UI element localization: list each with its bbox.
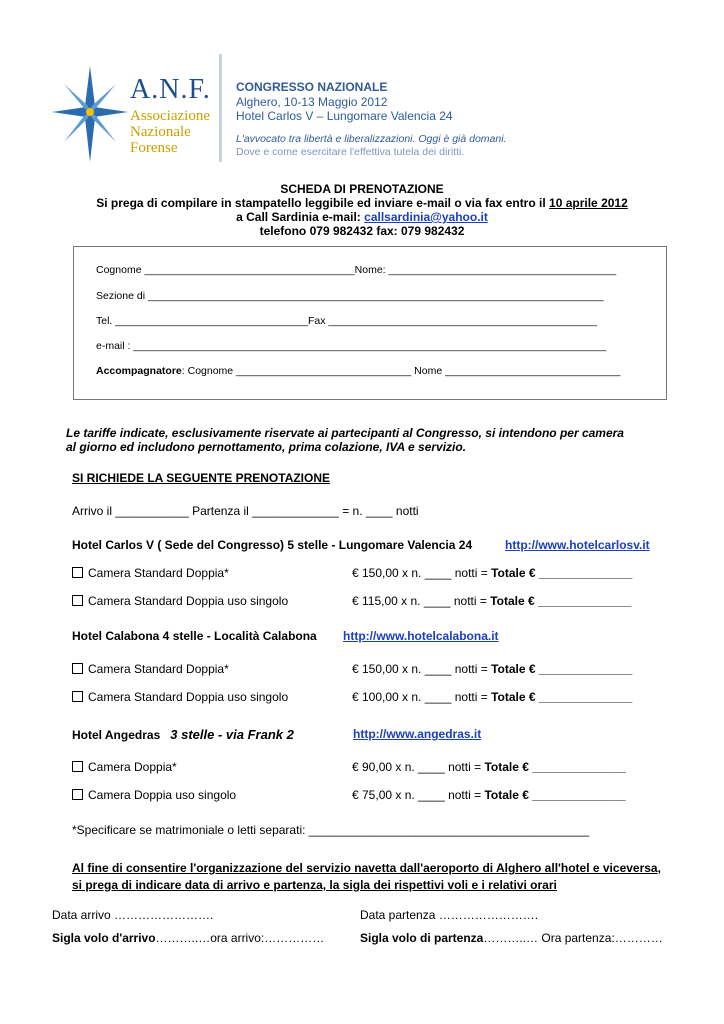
logo-initials: A.N.F. — [130, 74, 211, 105]
room-option[interactable]: Camera Standard Doppia* — [72, 662, 229, 676]
email-field[interactable]: e-mail : _________________________________________________________________________________ — [96, 340, 607, 352]
congress-title: CONGRESSO NAZIONALE — [236, 80, 388, 94]
room-price: € 150,00 x n. ____ notti = Totale € ______________ — [352, 566, 633, 580]
tariffs-note: Le tariffe indicate, esclusivamente riservate ai partecipanti al Congresso, si intendono per camera — [66, 426, 624, 440]
checkbox-icon — [72, 789, 83, 800]
congress-subtitle: Dove e come esercitare l'effettiva tutela dei diritti. — [236, 146, 465, 158]
congress-venue: Hotel Carlos V – Lungomare Valencia 24 — [236, 109, 453, 123]
companion-field[interactable]: Accompagnatore: Cognome ______________________________ Nome ______________________________ — [96, 365, 621, 377]
bed-type-field[interactable]: *Specificare se matrimoniale o letti separati: __________________________________________ — [72, 823, 590, 837]
departure-date-field[interactable]: Data partenza ……………………. — [360, 908, 539, 922]
checkbox-icon — [72, 691, 83, 702]
shuttle-note: Al fine di consentire l'organizzazione del servizio navetta dall'aeroporto di Alghero all'hotel e viceversa, — [72, 861, 661, 875]
hotel-angedras-name: Hotel Angedras 3 stelle - via Frank 2 — [72, 727, 294, 742]
hotel-carlos-name: Hotel Carlos V ( Sede del Congresso) 5 stelle - Lungomare Valencia 24 — [72, 538, 473, 552]
checkbox-icon — [72, 595, 83, 606]
tel-fax-field[interactable]: Tel. _________________________________Fax ______________________________________________ — [96, 315, 598, 327]
surname-name-field[interactable]: Cognome ____________________________________Nome: _______________________________________ — [96, 264, 617, 276]
shuttle-note-2: si prega di indicare data di arrivo e partenza, la sigla dei rispettivi voli e i relativi orari — [72, 878, 557, 892]
hotel-carlos-link[interactable]: http://www.hotelcarlosv.it — [505, 538, 650, 552]
checkbox-icon — [72, 663, 83, 674]
hotel-angedras-link[interactable]: http://www.angedras.it — [353, 727, 482, 741]
contact-phone-line: telefono 079 982432 fax: 079 982432 — [259, 224, 465, 238]
arrival-flight-field[interactable]: Sigla volo d'arrivo………..…ora arrivo:…………… — [52, 931, 325, 945]
congress-dates: Alghero, 10-13 Maggio 2012 — [236, 95, 388, 109]
departure-flight-field[interactable]: Sigla volo di partenza………..… Ora partenza:………… — [360, 931, 663, 945]
tariffs-note-2: al giorno ed includono pernottamento, prima colazione, IVA e servizio. — [66, 440, 467, 454]
congress-motto: L'avvocato tra libertà e liberalizzazioni. Oggi è già domani. — [236, 133, 507, 145]
section-field[interactable]: Sezione di ______________________________________________________________________________ — [96, 290, 604, 302]
room-option[interactable]: Camera Standard Doppia uso singolo — [72, 690, 288, 704]
checkbox-icon — [72, 761, 83, 772]
logo-name: Associazione Nazionale Forense — [130, 108, 210, 156]
room-option[interactable]: Camera Standard Doppia* — [72, 566, 229, 580]
hotel-calabona-name: Hotel Calabona 4 stelle - Località Calabona — [72, 629, 317, 643]
contact-email-link[interactable]: callsardinia@yahoo.it — [364, 210, 488, 224]
header-divider — [219, 54, 222, 162]
checkbox-icon — [72, 567, 83, 578]
compass-star-icon — [50, 62, 130, 166]
deadline-date: 10 aprile 2012 — [549, 196, 628, 210]
room-price: € 90,00 x n. ____ notti = Totale € ______________ — [352, 760, 626, 774]
room-price: € 75,00 x n. ____ notti = Totale € ______________ — [352, 788, 626, 802]
room-option[interactable]: Camera Standard Doppia uso singolo — [72, 594, 288, 608]
room-option[interactable]: Camera Doppia uso singolo — [72, 788, 236, 802]
contact-email-line: a Call Sardinia e-mail: callsardinia@yahoo.it — [236, 210, 488, 224]
form-title: SCHEDA DI PRENOTAZIONE — [280, 182, 444, 196]
room-price: € 100,00 x n. ____ notti = Totale € ______________ — [352, 690, 633, 704]
arrival-departure-field[interactable]: Arrivo il ___________ Partenza il _____________ = n. ____ notti — [72, 504, 419, 518]
form-instructions: Si prega di compilare in stampatello leggibile ed inviare e-mail o via fax entro il 10 aprile 2012 — [96, 196, 628, 210]
room-option[interactable]: Camera Doppia* — [72, 760, 177, 774]
request-title: SI RICHIEDE LA SEGUENTE PRENOTAZIONE — [72, 471, 331, 485]
room-price: € 150,00 x n. ____ notti = Totale € ______________ — [352, 662, 633, 676]
anf-logo — [50, 62, 230, 166]
arrival-date-field[interactable]: Data arrivo ……………………. — [52, 908, 214, 922]
hotel-calabona-link[interactable]: http://www.hotelcalabona.it — [343, 629, 499, 643]
room-price: € 115,00 x n. ____ notti = Totale € ______________ — [352, 594, 632, 608]
